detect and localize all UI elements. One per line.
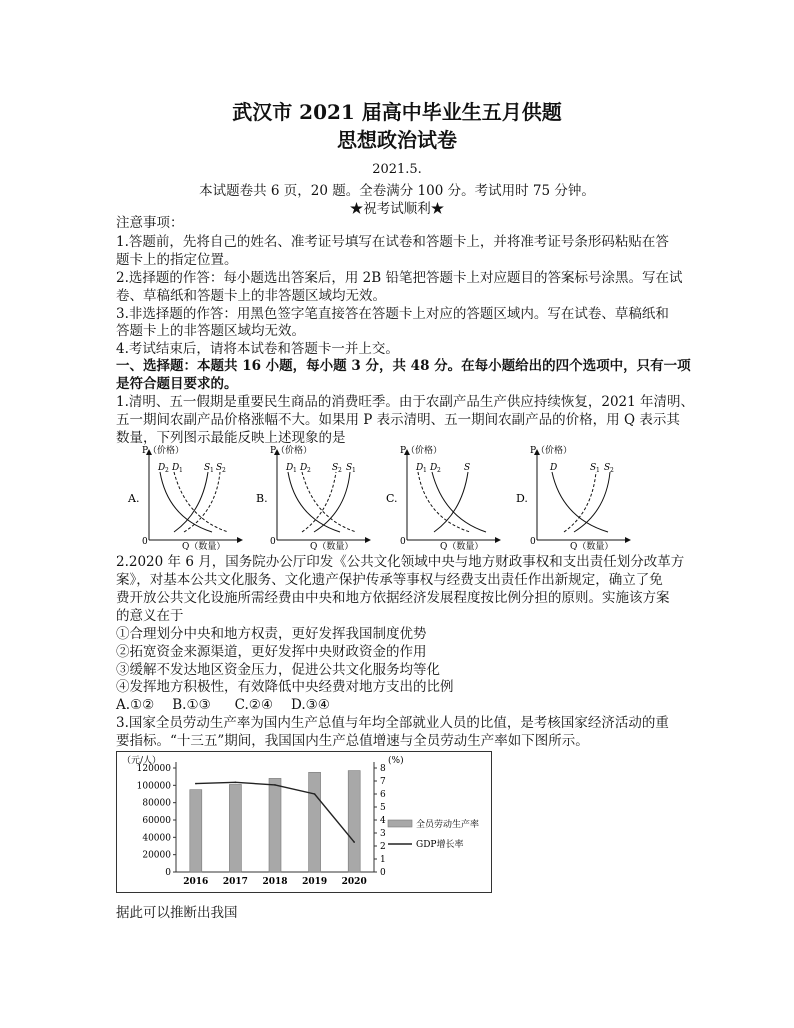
q2-stem: 的意义在于: [116, 608, 184, 624]
curve-label-sub: 2: [437, 467, 441, 474]
graph-option: C.: [386, 492, 398, 505]
p-axis-label: P（价格）: [270, 446, 313, 456]
curve-label: D: [416, 463, 424, 473]
right-tick-label: 7: [380, 777, 386, 787]
curve-label: D: [158, 463, 166, 473]
legend-bar-swatch: [388, 820, 412, 827]
exam-info: 本试题卷共 6 页，20 题。全卷满分 100 分。考试用时 75 分钟。: [199, 183, 595, 199]
curve-label: S: [464, 463, 471, 473]
q1-stem: 数量，下列图示最能反映上述现象的是: [116, 430, 346, 446]
q2-stem: 案》，对基本公共文化服务、文化遗产保护传承等事权与经费支出责任作出新规定，确立了免: [116, 572, 663, 588]
gdp-point-2016: [195, 783, 197, 785]
gdp-point-2019: [314, 793, 316, 795]
gdp-point-2020: [353, 841, 355, 843]
curve-label: D: [300, 463, 308, 473]
curve-label: D: [172, 463, 180, 473]
section1-heading-cont: 是符合题目要求的。: [116, 376, 238, 392]
section1-heading: 一、选择题：本题共 16 小题，每小题 3 分，共 48 分。在每小题给出的四个选项中，只有一项: [116, 358, 691, 374]
q3-followup: 据此可以推断出我国: [116, 905, 238, 921]
curve-label-sub: 1: [352, 467, 356, 474]
q2-option-a: A.①②: [116, 697, 155, 713]
right-tick-label: 2: [380, 842, 386, 852]
q2-options: [116, 696, 330, 715]
note-line: 4.考试结束后，请将本试卷和答题卡一并上交。: [116, 341, 399, 357]
right-tick-label: 6: [380, 790, 386, 800]
curve-label-sub: 1: [293, 467, 297, 474]
bar-2020: [348, 771, 360, 872]
q2-choice: ④发挥地方积极性，有效降低中央经费对地方支出的比例: [116, 679, 454, 695]
origin-label: 0: [142, 537, 148, 547]
legend-bar-label: 全员劳动生产率: [416, 820, 480, 830]
curve-label: D: [550, 463, 558, 473]
bar-2018: [269, 778, 281, 872]
p-axis-label: P（价格）: [530, 446, 573, 456]
origin-label: 0: [530, 537, 536, 547]
graph-option: B.: [256, 492, 268, 505]
q2-option-d: D.③④: [291, 697, 330, 713]
curve-label-sub: 1: [179, 467, 183, 474]
note-line: 2.选择题的作答：每小题选出答案后，用 2B 铅笔把答题卡上对应题目的答案标号涂黑。写在试: [116, 270, 683, 286]
q2-option-b: B.①③: [172, 697, 211, 713]
curve-label: S: [332, 463, 339, 473]
curve-label: S: [204, 463, 211, 473]
bar-2019: [309, 772, 321, 872]
exam-title-line2: 思想政治试卷: [337, 128, 457, 152]
left-tick-label: 40000: [142, 833, 171, 844]
gdp-point-2018: [274, 784, 276, 786]
curve-label-sub: 2: [610, 467, 614, 474]
left-tick-label: 60000: [142, 816, 171, 826]
note-line: 1.答题前，先将自己的姓名、准考证号填写在试卷和答题卡上，并将准考证号条形码粘贴在答: [116, 234, 669, 250]
left-tick-label: 0: [165, 868, 171, 878]
q-axis-label: Q（数量）: [310, 542, 354, 550]
curve-label: S: [604, 463, 611, 473]
graph-b: [256, 444, 368, 550]
bar-2017: [229, 784, 241, 872]
origin-label: 0: [270, 537, 276, 547]
note-line: 卷、草稿纸和答题卡上的非答题区域均无效。: [116, 288, 386, 304]
graph-d: [516, 444, 628, 550]
x-tick-label: 2017: [222, 877, 248, 887]
right-tick-label: 8: [380, 764, 386, 774]
curve-label-sub: 2: [307, 467, 311, 474]
x-tick-label: 2018: [262, 877, 288, 887]
p-axis-label: P（价格）: [142, 446, 185, 456]
q2-stem: 费开放公共文化设施所需经费由中央和地方依据经济发展程度按比例分担的原则。实施该方案: [116, 590, 670, 606]
curve-label-sub: 2: [338, 467, 342, 474]
curve-label-sub: 1: [596, 467, 600, 474]
note-line: 3.非选择题的作答：用黑色签字笔直接答在答题卡上对应的答题区域内。写在试卷、草稿纸和: [116, 306, 669, 322]
left-tick-label: 100000: [136, 781, 171, 792]
right-tick-label: 5: [380, 803, 386, 813]
left-tick-label: 80000: [142, 798, 171, 809]
q1-stem: 1.清明、五一假期是重要民生商品的消费旺季。由于农副产品生产供应持续恢复，2021 年清明、: [116, 394, 695, 410]
q2-stem: 2.2020 年 6 月，国务院办公厅印发《公共文化领域中央与地方财政事权和支出责任划分改革方: [116, 554, 685, 570]
q2-choice: ②拓宽资金来源渠道，更好发挥中央财政资金的作用: [116, 644, 427, 660]
curve-label: S: [590, 463, 597, 473]
note-line: 答题卡上的非答题区域均无效。: [116, 323, 305, 339]
curve-label-sub: 2: [165, 467, 169, 474]
q-axis-label: Q（数量）: [182, 542, 226, 550]
graph-c: [386, 444, 498, 550]
q1-graphs: [120, 440, 660, 550]
curve-label-sub: 1: [423, 467, 427, 474]
x-tick-label: 2016: [183, 877, 209, 887]
graph-option: D.: [516, 492, 528, 505]
q3-stem: 要指标。“十三五”期间，我国国内生产总值增速与全员劳动生产率如下图所示。: [116, 733, 589, 749]
exam-title-line1: 武汉市 2021 届高中毕业生五月供题: [232, 100, 562, 124]
bar-2016: [190, 790, 202, 872]
x-tick-label: 2020: [341, 877, 367, 887]
curve-label: S: [216, 463, 223, 473]
curve-label-sub: 2: [222, 467, 226, 474]
right-tick-label: 1: [380, 855, 386, 865]
curve-label-sub: 1: [210, 467, 214, 474]
q-axis-label: Q（数量）: [570, 542, 614, 550]
right-axis-unit: (%): [388, 756, 404, 766]
q-axis-label: Q（数量）: [440, 542, 484, 550]
q3-stem: 3.国家全员劳动生产率为国内生产总值与年均全部就业人员的比值，是考核国家经济活动的重: [116, 715, 669, 731]
q1-stem: 五一期间农副产品价格涨幅不大。如果用 P 表示清明、五一期间农副产品的价格，用 Q 表示其: [116, 412, 680, 428]
q2-choice: ①合理划分中央和地方权责，更好发挥我国制度优势: [116, 626, 427, 642]
notes-heading: 注意事项：: [116, 215, 184, 231]
left-tick-label: 20000: [142, 850, 171, 861]
right-tick-label: 3: [380, 829, 386, 839]
x-tick-label: 2019: [302, 877, 328, 887]
q2-option-c: C.②④: [234, 697, 274, 713]
graph-option: A.: [128, 492, 140, 505]
left-tick-label: 120000: [136, 764, 171, 774]
graph-a: [127, 444, 240, 550]
legend-line-label: GDP增长率: [416, 840, 464, 850]
curve-label: D: [286, 463, 294, 473]
left-axis-unit: （元/人）: [122, 756, 162, 766]
right-tick-label: 4: [380, 816, 386, 826]
blessing: ★祝考试顺利★: [349, 201, 445, 217]
q2-choice: ③缓解不发达地区资金压力，促进公共文化服务均等化: [116, 662, 440, 678]
curve-label: D: [430, 463, 438, 473]
q3-chart: [116, 751, 492, 893]
curve-label: S: [346, 463, 353, 473]
right-tick-label: 0: [380, 868, 386, 878]
exam-date: 2021.5.: [372, 162, 422, 177]
gdp-point-2017: [235, 782, 237, 784]
origin-label: 0: [400, 537, 406, 547]
note-line: 题卡上的指定位置。: [116, 252, 238, 268]
p-axis-label: P（价格）: [400, 446, 443, 456]
